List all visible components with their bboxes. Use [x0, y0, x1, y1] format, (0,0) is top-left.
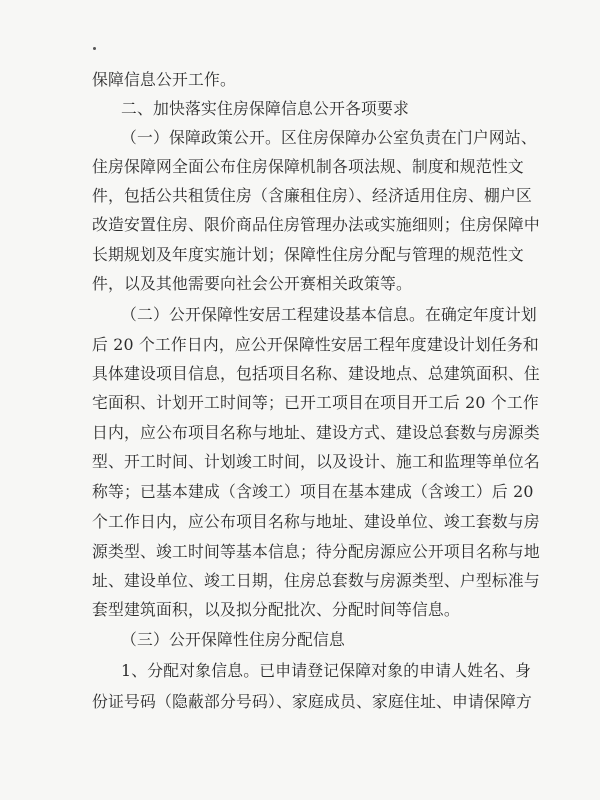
- paragraph-start: 1、分配对象信息。已申请登记保障对象的申请人姓名、身: [121, 661, 532, 680]
- paragraph-start: （二）公开保障性安居工程建设基本信息。在确定年度计划: [121, 305, 537, 324]
- text-line: 件，包括公共租赁住房（含廉租住房）、经济适用住房、棚户区: [92, 186, 533, 205]
- text-line: 改造安置住房、限价商品住房管理办法或实施细则；住房保障中: [92, 215, 540, 234]
- text-line: 日内，应公布项目名称与地址、建设方式、建设总套数与房源类: [92, 423, 540, 442]
- text-line: 份证号码（隐蔽部分号码）、家庭成员、家庭住址、申请保障方: [92, 692, 533, 711]
- text-line: 宅面积、计划开工时间等；已开工项目在项目开工后 20 个工作: [92, 393, 539, 412]
- text-line: 源类型、竣工时间等基本信息；待分配房源应公开项目名称与地: [92, 542, 540, 561]
- text-line: 址、建设单位、竣工日期，住房总套数与房源类型、户型标准与: [92, 571, 540, 590]
- text-line: 后 20 个工作日内，应公开保障性安居工程年度建设计划任务和: [92, 335, 539, 354]
- text-line: 称等；已基本建成（含竣工）项目在基本建成（含竣工）后 20: [92, 482, 534, 501]
- text-line: 保障信息公开工作。: [92, 70, 236, 89]
- paragraph-start: （一）保障政策公开。区住房保障办公室负责在门户网站、: [121, 128, 537, 147]
- text-line: 套型建筑面积，以及拟分配批次、分配时间等信息。: [92, 600, 460, 619]
- section-heading: 二、加快落实住房保障信息公开各项要求: [121, 99, 409, 118]
- text-line: 长期规划及年度实施计划；保障性住房分配与管理的规范性文: [92, 245, 524, 264]
- text-line: 件，以及其他需要向社会公开赛相关政策等。: [92, 274, 412, 293]
- text-line: 住房保障网全面公布住房保障机制各项法规、制度和规范性文: [92, 157, 524, 176]
- section-heading: （三）公开保障性住房分配信息: [121, 630, 345, 649]
- text-line: 个工作日内，应公布项目名称与地址、建设单位、竣工套数与房: [92, 512, 540, 531]
- text-line: 型、开工时间、计划竣工时间，以及设计、施工和监理等单位名: [92, 452, 540, 471]
- text-line: 具体建设项目信息，包括项目名称、建设地点、总建筑面积、住: [92, 364, 540, 383]
- scan-speck: [93, 47, 96, 50]
